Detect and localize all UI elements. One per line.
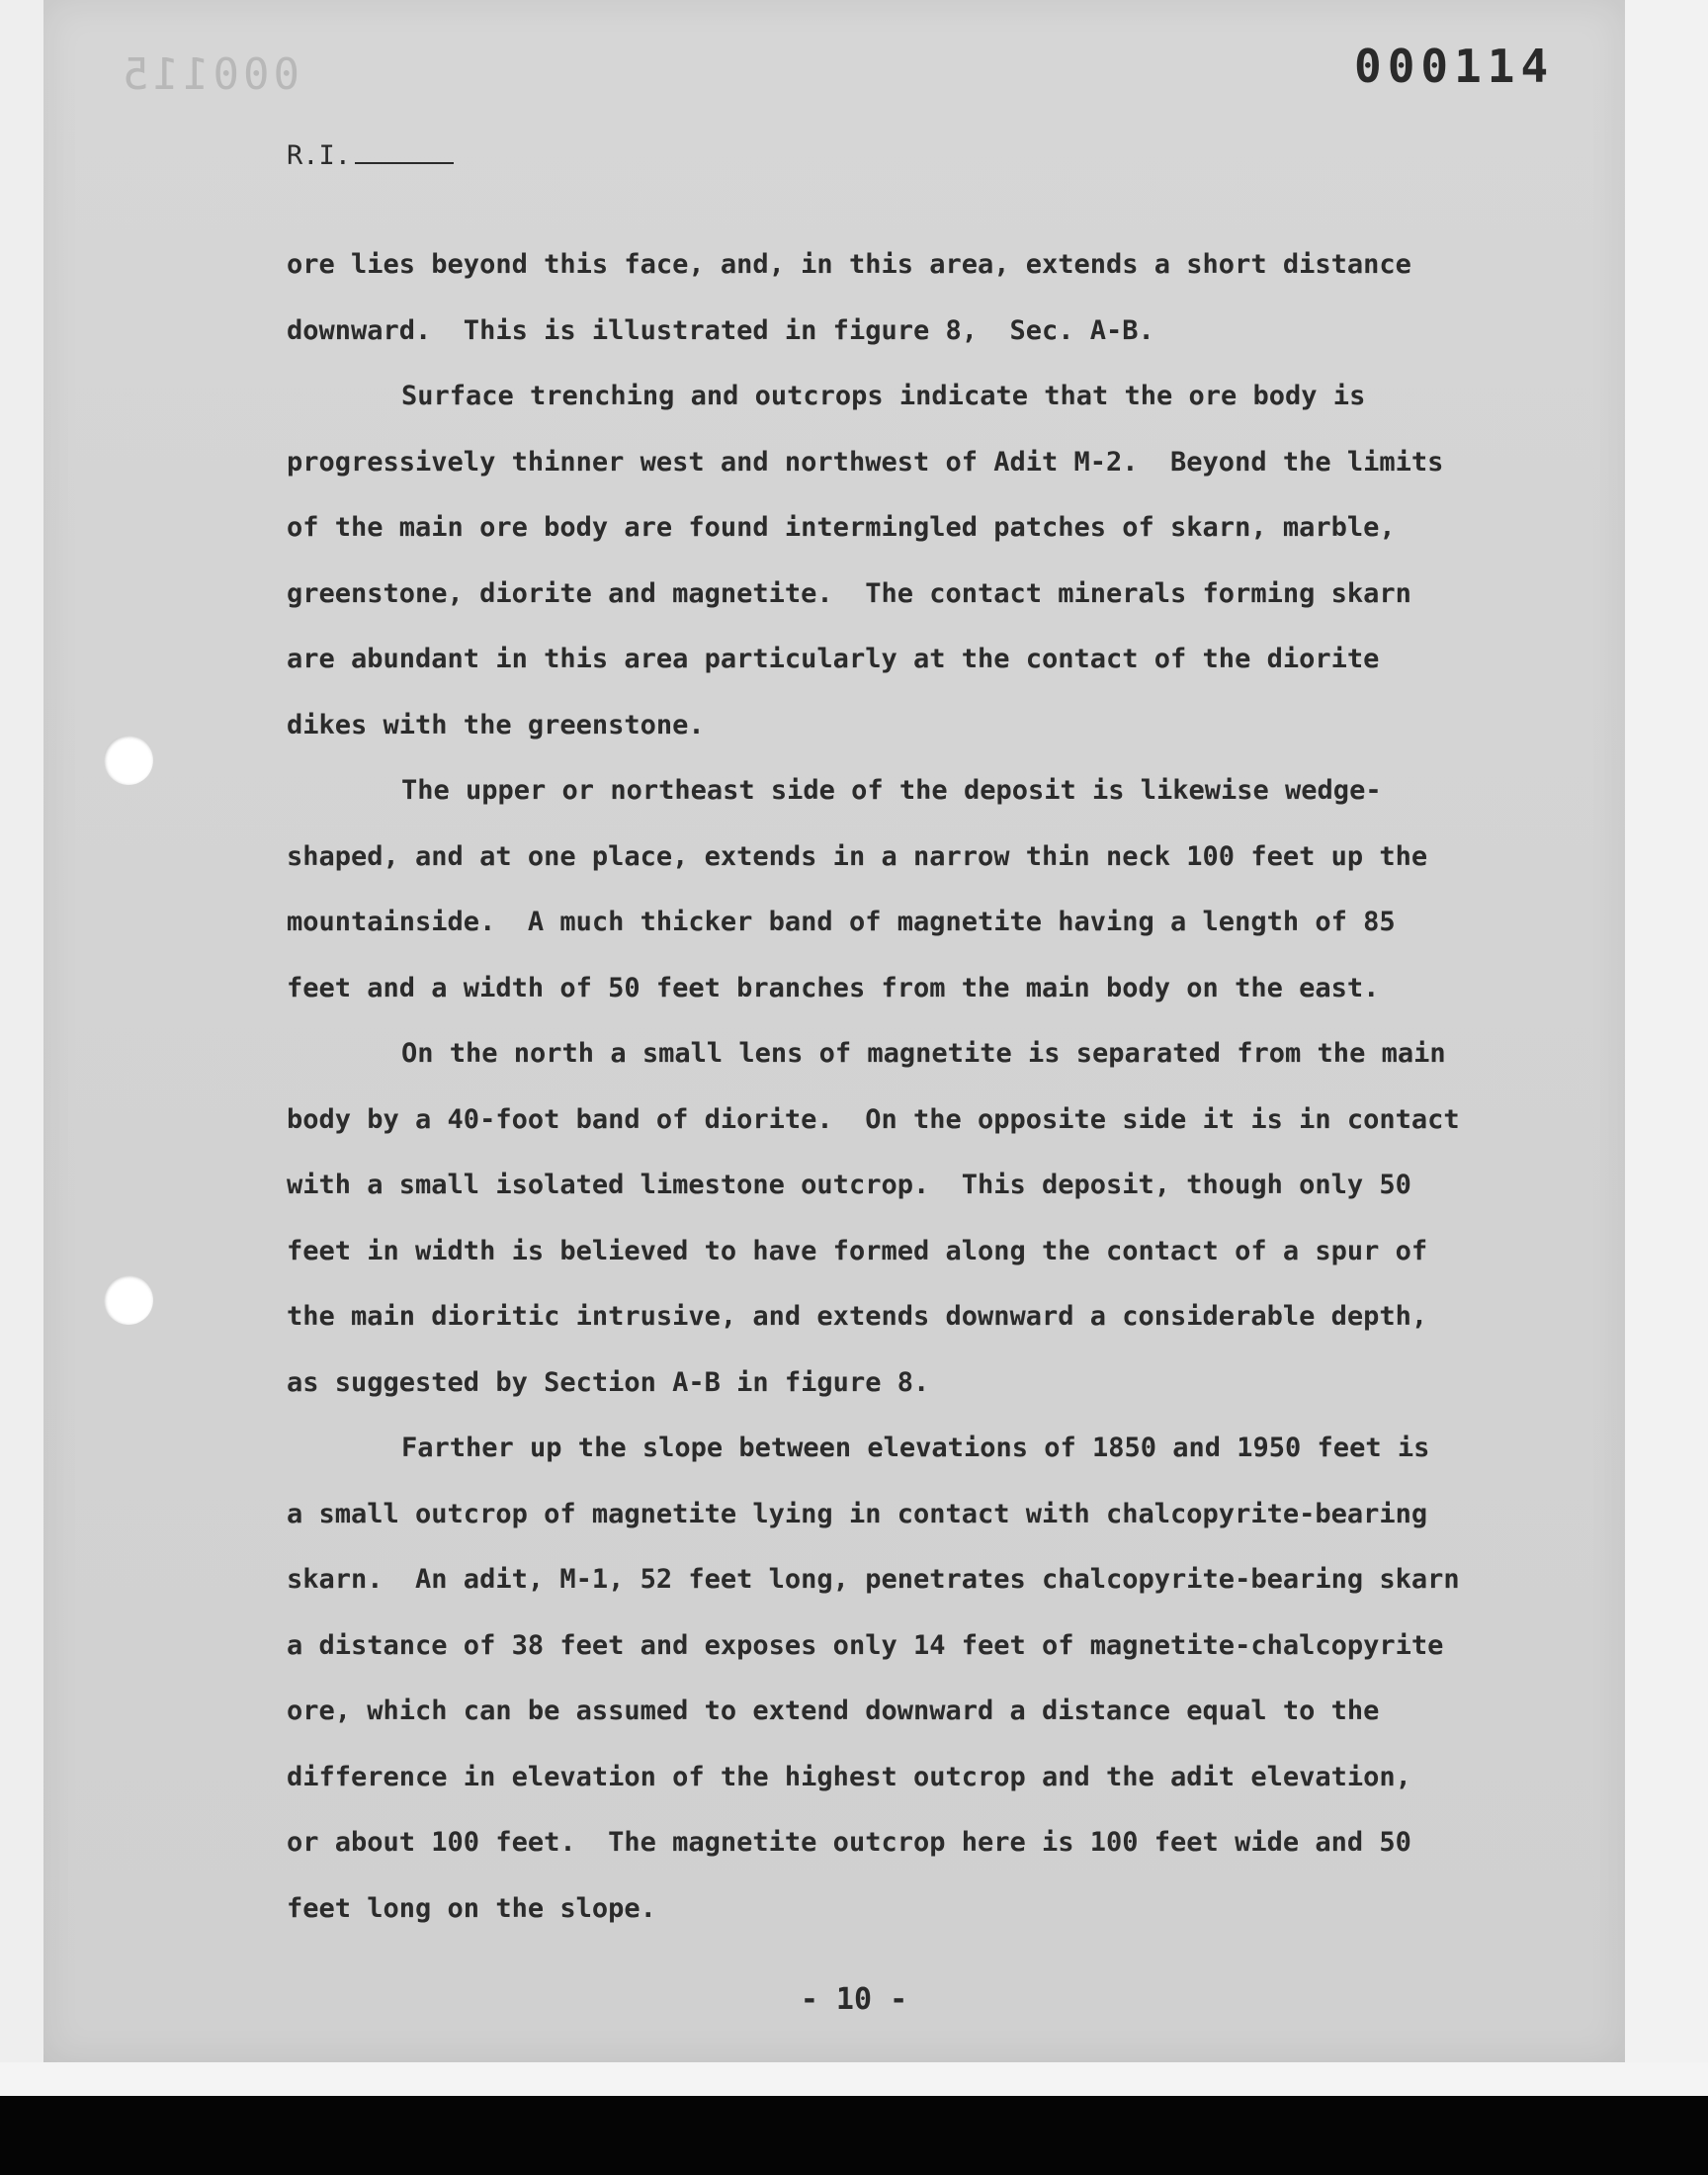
scanner-black-band xyxy=(0,2096,1708,2175)
text-line: dikes with the greenstone. xyxy=(287,709,705,740)
text-line: ore lies beyond this face, and, in this area, extends a short distance xyxy=(287,249,1411,280)
punch-hole-lower xyxy=(104,1275,153,1325)
text-line: body by a 40-foot band of diorite. On the opposite side it is in contact xyxy=(287,1103,1460,1135)
text-line: The upper or northeast side of the deposit is likewise wedge- xyxy=(401,775,1382,806)
text-line: feet and a width of 50 feet branches from the main body on the east. xyxy=(287,972,1380,1003)
mirrored-stamp-text: 000115 xyxy=(119,49,299,100)
text-line: with a small isolated limestone outcrop. This deposit, though only 50 xyxy=(287,1170,1411,1200)
scan-right-margin xyxy=(1625,0,1708,2062)
text-line: feet long on the slope. xyxy=(287,1892,656,1924)
text-line: greenstone, diorite and magnetite. The contact minerals forming skarn xyxy=(287,577,1411,609)
text-line: of the main ore body are found intermingled patches of skarn, marble, xyxy=(287,512,1396,543)
text-line: On the north a small lens of magnetite is separated from the main xyxy=(401,1038,1446,1069)
text-line: progressively thinner west and northwest of Adit M-2. Beyond the limits xyxy=(287,446,1444,478)
scan-left-margin xyxy=(0,0,43,2096)
text-line: Surface trenching and outcrops indicate that the ore body is xyxy=(401,381,1366,411)
mirrored-bleed-stamp xyxy=(119,49,299,100)
scan-bottom-margin xyxy=(0,2062,1708,2096)
page-id-stamp: 000114 xyxy=(1354,40,1555,93)
page-number: - 10 - xyxy=(800,1982,908,2017)
text-line: are abundant in this area particularly at the contact of the diorite xyxy=(287,644,1380,674)
text-line: shaped, and at one place, extends in a narrow thin neck 100 feet up the xyxy=(287,840,1428,872)
text-line: difference in elevation of the highest outcrop and the adit elevation, xyxy=(287,1761,1411,1792)
text-line: the main dioritic intrusive, and extends downward a considerable depth, xyxy=(287,1301,1428,1332)
text-line: mountainside. A much thicker band of magnetite having a length of 85 xyxy=(287,907,1396,937)
text-line: skarn. An adit, M-1, 52 feet long, penetrates chalcopyrite-bearing skarn xyxy=(287,1564,1460,1595)
ri-header xyxy=(287,140,454,171)
text-line: Farther up the slope between elevations of 1850 and 1950 feet is xyxy=(401,1433,1430,1463)
body-text xyxy=(287,232,1512,1942)
text-line: or about 100 feet. The magnetite outcrop here is 100 feet wide and 50 xyxy=(287,1827,1411,1858)
text-line: as suggested by Section A-B in figure 8. xyxy=(287,1366,930,1398)
text-line: ore, which can be assumed to extend downward a distance equal to the xyxy=(287,1696,1380,1726)
text-line: a distance of 38 feet and exposes only 14 feet of magnetite-chalcopyrite xyxy=(287,1629,1444,1661)
text-line: feet in width is believed to have formed along the contact of a spur of xyxy=(287,1235,1428,1266)
text-line: downward. This is illustrated in figure 8, Sec. A-B. xyxy=(287,314,1154,346)
ri-label: R.I. xyxy=(287,140,352,171)
punch-hole-upper xyxy=(104,736,153,785)
text-line: a small outcrop of magnetite lying in contact with chalcopyrite-bearing xyxy=(287,1498,1428,1529)
ri-blank-line xyxy=(355,162,454,164)
